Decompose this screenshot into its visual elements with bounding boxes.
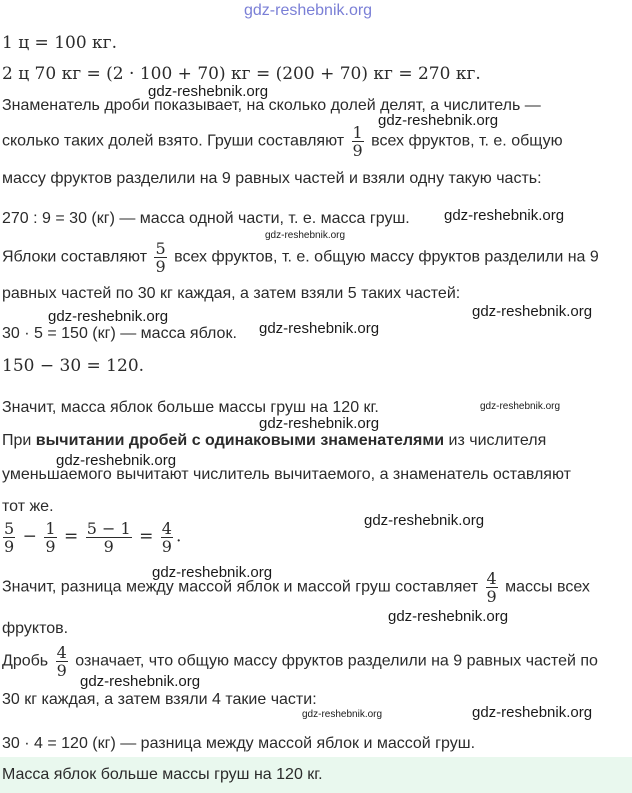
text-segment: означает, что общую массу фруктов разделили на 9 равных частей по xyxy=(75,652,598,670)
equals-sign: = xyxy=(139,526,154,547)
watermark: gdz-reshebnik.org xyxy=(364,512,485,529)
text-segment: сколько таких долей взято. Груши составляют xyxy=(2,132,345,150)
numerator: 4 xyxy=(486,569,497,588)
denominator: 9 xyxy=(155,257,166,276)
watermark: gdz-reshebnik.org xyxy=(480,401,561,412)
fraction-1-9 xyxy=(352,124,364,159)
watermark: gdz-reshebnik.org xyxy=(48,308,169,325)
text-segment: Значит, разница между массой яблок и массой груш составляет xyxy=(2,578,479,596)
denominator: 9 xyxy=(86,537,132,555)
fraction-equation xyxy=(0,520,181,555)
denominator: 9 xyxy=(161,537,172,556)
numerator: 4 xyxy=(161,519,172,538)
text-line-20: 30 · 4 = 120 (кг) — разница между массой яблок и массой груш. xyxy=(2,735,476,752)
watermark: gdz-reshebnik.org xyxy=(378,112,499,129)
text-line-12 xyxy=(2,430,546,452)
fraction-4-9 xyxy=(161,520,173,555)
watermark: gdz-reshebnik.org xyxy=(302,709,383,720)
text-line-1: 1 ц = 100 кг. xyxy=(2,33,117,53)
fraction-5-9 xyxy=(154,240,166,275)
text-line-7 xyxy=(2,240,599,275)
text-segment: всех фруктов, т. е. общую массу фруктов разделили на 9 xyxy=(174,248,599,266)
text-line-4 xyxy=(2,124,563,159)
watermark: gdz-reshebnik.org xyxy=(265,230,346,241)
text-line-5: массу фруктов разделили на 9 равных частей и взяли одну такую часть: xyxy=(2,170,542,187)
watermark: gdz-reshebnik.org xyxy=(152,564,273,581)
fraction-5-minus-1-9 xyxy=(86,520,132,555)
answer-box xyxy=(0,757,632,793)
text-segment: Яблоки составляют xyxy=(2,248,148,266)
text-line-19: 30 кг каждая, а затем взяли 4 такие части: xyxy=(2,691,317,708)
fraction-5-9 xyxy=(3,520,15,555)
watermark: gdz-reshebnik.org xyxy=(259,320,380,337)
text-segment: массы всех xyxy=(505,578,590,596)
watermark: gdz-reshebnik.org xyxy=(148,83,269,100)
answer-text: Масса яблок больше массы груш на 120 кг. xyxy=(2,766,323,783)
watermark: gdz-reshebnik.org xyxy=(259,415,380,432)
watermark: gdz-reshebnik.org xyxy=(444,207,565,224)
denominator: 9 xyxy=(486,587,497,606)
denominator: 9 xyxy=(4,537,15,556)
watermark: gdz-reshebnik.org xyxy=(388,608,509,625)
watermark-top: gdz-reshebnik.org xyxy=(244,2,373,19)
text-segment: При xyxy=(2,432,36,449)
watermark: gdz-reshebnik.org xyxy=(80,673,201,690)
equals-sign: = xyxy=(63,526,79,547)
period: . xyxy=(175,526,182,547)
text-line-16 xyxy=(2,570,590,605)
denominator: 9 xyxy=(45,537,56,556)
denominator: 9 xyxy=(352,141,363,160)
watermark: gdz-reshebnik.org xyxy=(472,303,593,320)
watermark: gdz-reshebnik.org xyxy=(56,452,177,469)
text-line-13: уменьшаемого вычитают числитель вычитаемого, а знаменатель оставляют xyxy=(2,466,571,483)
watermark: gdz-reshebnik.org xyxy=(472,704,593,721)
denominator: 9 xyxy=(56,661,67,680)
numerator: 1 xyxy=(45,519,56,538)
text-segment: всех фруктов, т. е. общую xyxy=(371,132,563,150)
text-line-10: 150 − 30 = 120. xyxy=(2,356,145,376)
fraction-4-9 xyxy=(486,570,498,605)
numerator: 1 xyxy=(352,123,363,142)
text-line-8: равных частей по 30 кг каждая, а затем взяли 5 таких частей: xyxy=(2,285,461,302)
rule-bold-text: вычитании дробей с одинаковыми знаменателями xyxy=(35,432,445,449)
numerator: 5 − 1 xyxy=(86,519,131,538)
numerator: 5 xyxy=(155,239,166,258)
fraction-4-9 xyxy=(56,644,68,679)
text-line-17: фруктов. xyxy=(2,620,69,637)
text-line-2: 2 ц 70 кг = (2 · 100 + 70) кг = (200 + 70) кг = 270 кг. xyxy=(2,64,481,84)
text-line-9: 30 · 5 = 150 (кг) — масса яблок. xyxy=(2,325,237,342)
numerator: 4 xyxy=(56,643,67,662)
text-line-6: 270 : 9 = 30 (кг) — масса одной части, т. е. масса груш. xyxy=(2,210,410,227)
text-line-3: Знаменатель дроби показывает, на сколько долей делят, а числитель — xyxy=(2,97,541,114)
text-segment: из числителя xyxy=(444,432,547,449)
minus-sign: − xyxy=(22,526,37,547)
text-line-11: Значит, масса яблок больше массы груш на 120 кг. xyxy=(2,399,379,416)
numerator: 5 xyxy=(4,519,15,538)
text-line-14: тот же. xyxy=(2,498,54,515)
text-segment: Дробь xyxy=(2,652,49,670)
fraction-1-9 xyxy=(44,520,56,555)
